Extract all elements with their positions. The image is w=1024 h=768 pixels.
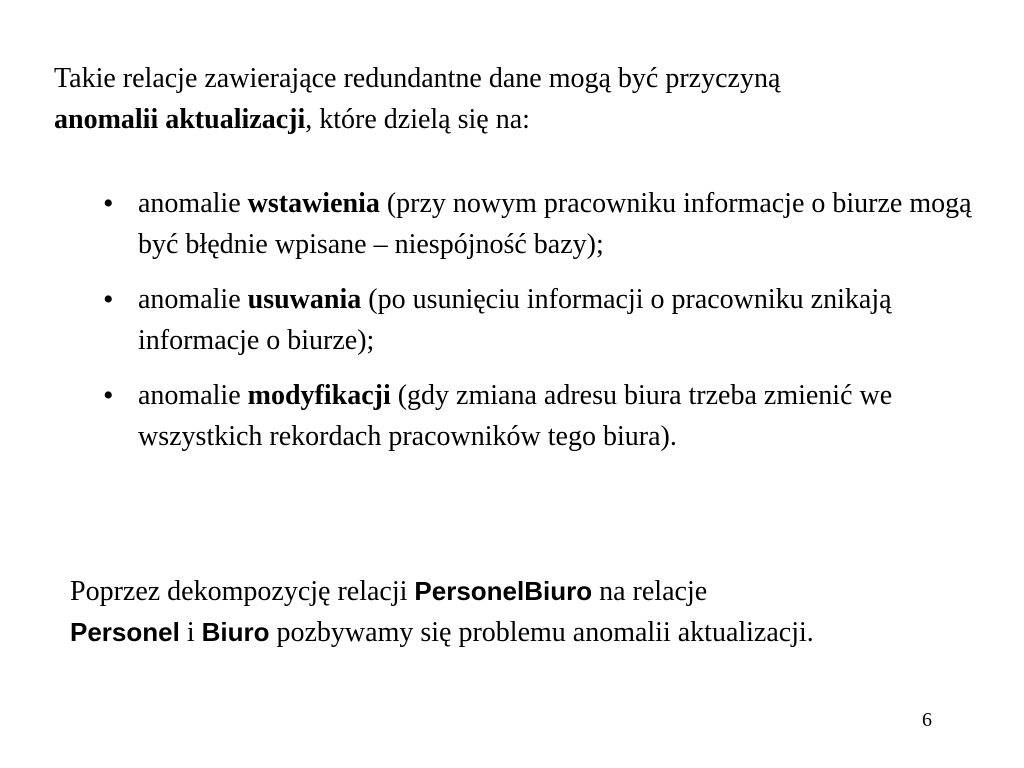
bullet-icon: • [103,379,114,412]
intro-rest: , które dzielą się na: [305,104,530,135]
list-item-term: usuwania [247,284,362,315]
relation-a-name: Personel [70,617,180,647]
intro-emphasis: anomalii aktualizacji [54,104,306,135]
summary-part3: i [179,617,202,648]
list-item-description: (po usunięciu informacji o pracowniku znikają informacje o biurze); [138,284,892,356]
anomaly-list [100,183,1000,471]
relation-b-name: Biuro [201,617,270,647]
list-item-prefix: anomalie [138,380,248,411]
bullet-icon: • [103,187,114,220]
list-item-prefix: anomalie [138,188,248,219]
intro-paragraph [54,58,984,140]
list-item-description: (gdy zmiana adresu biura trzeba zmienić we wszystkich rekordach pracowników tego biura). [138,380,893,452]
page-number: 6 [922,709,932,731]
list-item-deletion [100,279,1000,361]
summary-paragraph [70,571,970,653]
summary-part1: Poprzez dekompozycję relacji [70,576,415,607]
summary-part2: na relacje [592,576,708,607]
summary-part4: pozbywamy się problemu anomalii aktualizacji. [269,617,814,648]
list-item-modification [100,375,1000,457]
intro-line1: Takie relacje zawierające redundantne dane mogą być przyczyną [54,63,781,94]
list-item-description: (przy nowym pracowniku informacje o biurze mogą być błędnie wpisane – niespójność bazy); [138,188,972,260]
bullet-icon: • [103,283,114,316]
list-item-prefix: anomalie [138,284,248,315]
list-item-term: wstawienia [247,188,380,219]
list-item-insertion [100,183,1000,265]
list-item-term: modyfikacji [247,380,391,411]
relation-combined-name: PersonelBiuro [414,576,593,606]
